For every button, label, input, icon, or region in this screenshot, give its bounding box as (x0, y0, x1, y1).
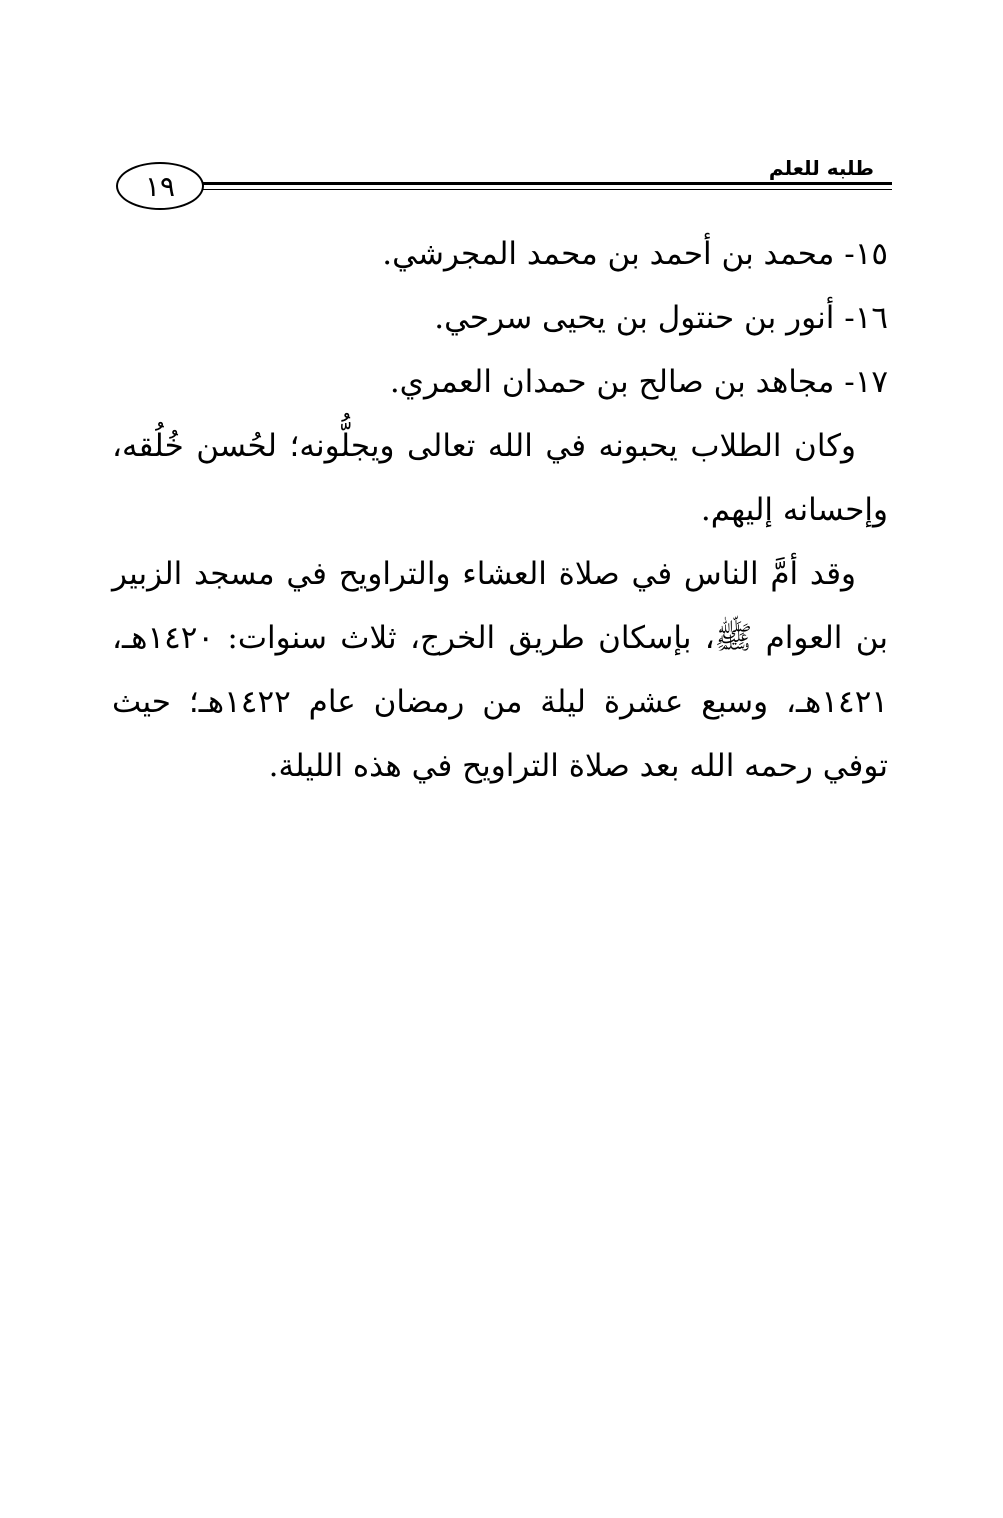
page-number (116, 162, 204, 210)
list-item: ١٥- محمد بن أحمد بن محمد المجرشي. (382, 236, 888, 272)
running-head-title: طلبه للعلم (768, 156, 874, 180)
page-number-text: ١٩ (144, 169, 176, 203)
list-item: ١٧- مجاهد بن صالح بن حمدان العمري. (389, 364, 888, 400)
paragraph: وكان الطلاب يحبونه في الله تعالى ويجلُّونه؛ لحُسن خُلُقه، وإحسانه إليهم. (112, 428, 888, 528)
header-rule-thick (194, 182, 892, 185)
page-body (112, 222, 888, 798)
list-item: ١٦- أنور بن حنتول بن يحيى سرحي. (434, 300, 888, 336)
page-header (112, 150, 892, 210)
header-rule-thin (194, 189, 892, 190)
paragraph: وقد أمَّ الناس في صلاة العشاء والتراويح في مسجد الزبير بن العوام ﷺ، بإسكان طريق الخرج، ثلاث سنوات: ١٤٢٠هـ، ١٤٢١هـ، وسبع عشرة ليلة من رمضان عام ١٤٢٢هـ؛ حيث توفي رحمه الله بعد صلاة التراويح في هذه الليلة. (112, 556, 888, 784)
